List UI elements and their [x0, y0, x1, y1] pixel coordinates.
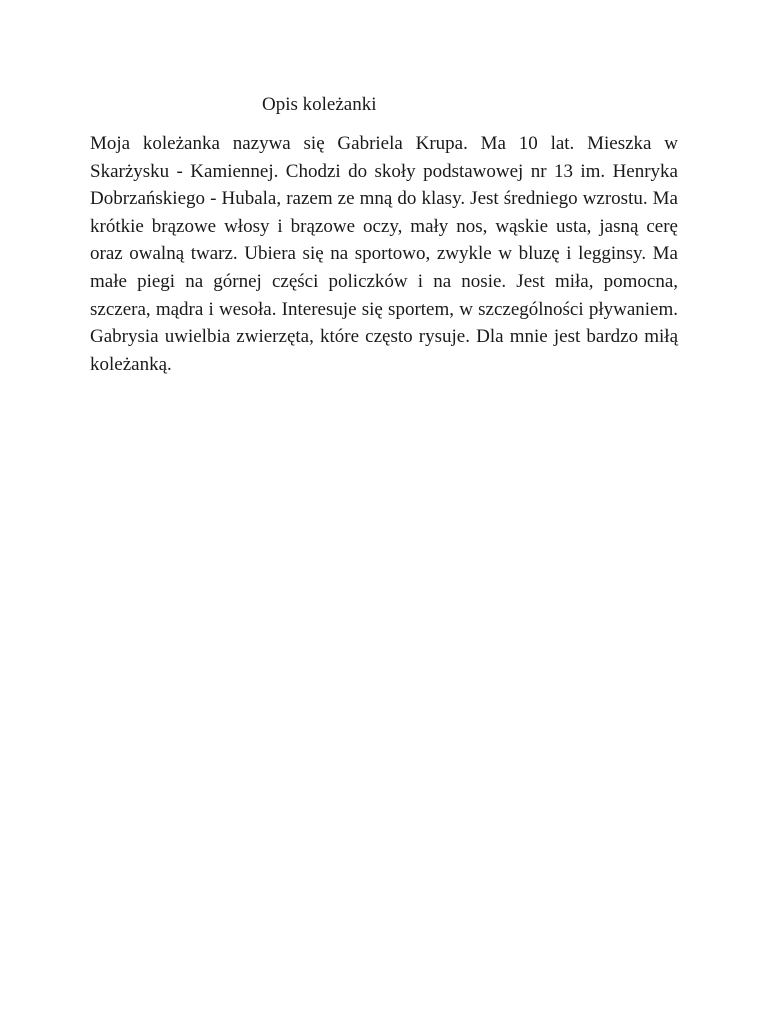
document-title: Opis koleżanki	[262, 94, 377, 115]
document-body-paragraph: Moja koleżanka nazywa się Gabriela Krupa. Ma 10 lat. Mieszka w Skarżysku - Kamiennej. Chodzi do skoły podstawowej nr 13 im. Henryka Dobrzańskiego - Hubala, razem ze mną do klasy. Jest średniego wzrostu. Ma krótkie brązowe włosy i brązowe oczy, mały nos, wąskie usta, jasną cerę oraz owalną twarz. Ubiera się na sportowo, zwykle w bluzę i legginsy. Ma małe piegi na górnej części policzków i na nosie. Jest miła, pomocna, szczera, mądra i wesoła. Interesuje się sportem, w szczególności pływaniem. Gabrysia uwielbia zwierzęta, które często rysuje. Dla mnie jest bardzo miłą koleżanką.	[90, 133, 678, 375]
